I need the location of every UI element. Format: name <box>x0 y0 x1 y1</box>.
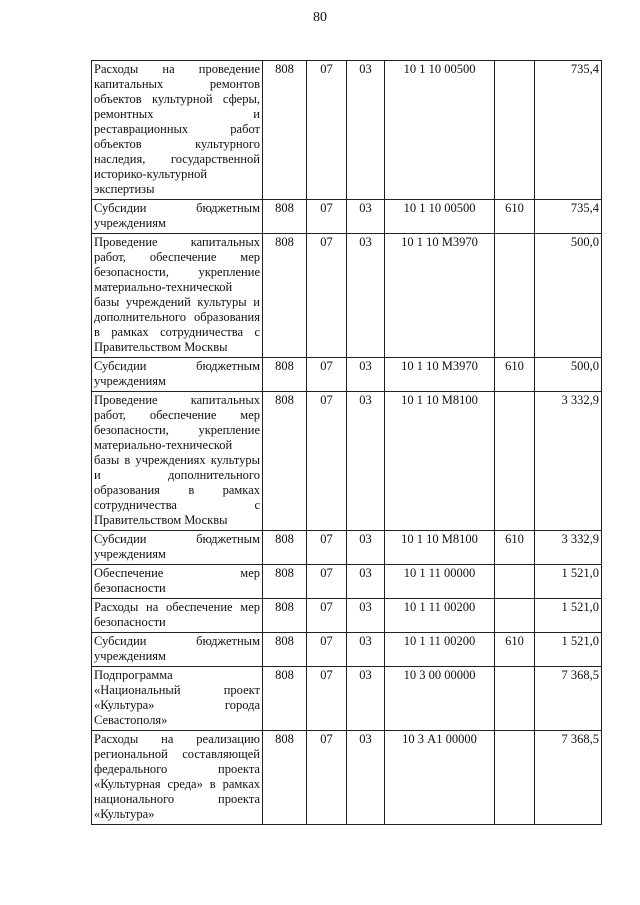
table-row <box>92 61 602 200</box>
row-amount: 735,4 <box>535 200 602 234</box>
row-amount: 3 332,9 <box>535 392 602 531</box>
row-subsection: 03 <box>347 392 385 531</box>
table-row <box>92 234 602 358</box>
row-grbs: 808 <box>263 200 307 234</box>
row-expense-type <box>495 599 535 633</box>
table-row <box>92 200 602 234</box>
row-grbs: 808 <box>263 667 307 731</box>
table-row <box>92 358 602 392</box>
row-name: Расходы на реализацию региональной составляющей федерального проекта «Культурная среда» в рамках национального проекта «Культура» <box>92 731 263 825</box>
row-grbs: 808 <box>263 61 307 200</box>
row-name: Обеспечение мер безопасности <box>92 565 263 599</box>
row-section: 07 <box>307 61 347 200</box>
row-amount: 7 368,5 <box>535 667 602 731</box>
row-grbs: 808 <box>263 392 307 531</box>
table-row <box>92 667 602 731</box>
row-expense-type <box>495 667 535 731</box>
row-subsection: 03 <box>347 531 385 565</box>
row-target-article: 10 1 10 00500 <box>385 61 495 200</box>
table-row <box>92 565 602 599</box>
row-target-article: 10 1 10 М8100 <box>385 531 495 565</box>
row-name: Проведение капитальных работ, обеспечение мер безопасности, укрепление материально-технической базы учреждений культуры и дополнительного образования в рамках сотрудничества с Правительством Москвы <box>92 234 263 358</box>
row-target-article: 10 1 11 00000 <box>385 565 495 599</box>
row-name: Проведение капитальных работ, обеспечение мер безопасности, укрепление материально-технической базы в учреждениях культуры и дополнительного образования в рамках сотрудничества с Правительством Москвы <box>92 392 263 531</box>
row-grbs: 808 <box>263 633 307 667</box>
row-name: Субсидии бюджетным учреждениям <box>92 358 263 392</box>
row-amount: 1 521,0 <box>535 599 602 633</box>
budget-table <box>91 60 602 825</box>
row-section: 07 <box>307 200 347 234</box>
row-section: 07 <box>307 599 347 633</box>
row-target-article: 10 1 10 М3970 <box>385 234 495 358</box>
table-row <box>92 392 602 531</box>
row-subsection: 03 <box>347 731 385 825</box>
row-subsection: 03 <box>347 234 385 358</box>
row-section: 07 <box>307 531 347 565</box>
row-expense-type: 610 <box>495 633 535 667</box>
row-target-article: 10 1 10 М8100 <box>385 392 495 531</box>
row-expense-type: 610 <box>495 531 535 565</box>
row-expense-type <box>495 61 535 200</box>
row-grbs: 808 <box>263 731 307 825</box>
row-section: 07 <box>307 731 347 825</box>
row-section: 07 <box>307 667 347 731</box>
row-subsection: 03 <box>347 565 385 599</box>
row-amount: 3 332,9 <box>535 531 602 565</box>
row-subsection: 03 <box>347 667 385 731</box>
page-number: 80 <box>313 10 327 25</box>
row-amount: 735,4 <box>535 61 602 200</box>
row-target-article: 10 1 10 00500 <box>385 200 495 234</box>
row-section: 07 <box>307 234 347 358</box>
row-expense-type <box>495 565 535 599</box>
row-amount: 1 521,0 <box>535 565 602 599</box>
row-section: 07 <box>307 633 347 667</box>
row-name: Субсидии бюджетным учреждениям <box>92 531 263 565</box>
row-amount: 1 521,0 <box>535 633 602 667</box>
row-expense-type <box>495 234 535 358</box>
table-row <box>92 599 602 633</box>
row-grbs: 808 <box>263 358 307 392</box>
row-grbs: 808 <box>263 565 307 599</box>
row-target-article: 10 3 00 00000 <box>385 667 495 731</box>
row-subsection: 03 <box>347 633 385 667</box>
row-section: 07 <box>307 392 347 531</box>
row-grbs: 808 <box>263 531 307 565</box>
row-subsection: 03 <box>347 358 385 392</box>
table-row <box>92 531 602 565</box>
row-amount: 7 368,5 <box>535 731 602 825</box>
row-section: 07 <box>307 565 347 599</box>
row-name: Субсидии бюджетным учреждениям <box>92 200 263 234</box>
row-subsection: 03 <box>347 599 385 633</box>
row-subsection: 03 <box>347 61 385 200</box>
row-expense-type: 610 <box>495 358 535 392</box>
row-name: Подпрограмма «Национальный проект «Культура» города Севастополя» <box>92 667 263 731</box>
row-name: Расходы на проведение капитальных ремонтов объектов культурной сферы, ремонтных и реставрационных работ объектов культурного наследия, государственной историко-культурной экспертизы <box>92 61 263 200</box>
row-name: Субсидии бюджетным учреждениям <box>92 633 263 667</box>
row-grbs: 808 <box>263 234 307 358</box>
table-row <box>92 731 602 825</box>
row-target-article: 10 1 11 00200 <box>385 633 495 667</box>
table-row <box>92 633 602 667</box>
budget-table-body <box>92 61 602 825</box>
row-section: 07 <box>307 358 347 392</box>
row-expense-type: 610 <box>495 200 535 234</box>
row-amount: 500,0 <box>535 234 602 358</box>
row-grbs: 808 <box>263 599 307 633</box>
row-target-article: 10 1 11 00200 <box>385 599 495 633</box>
row-subsection: 03 <box>347 200 385 234</box>
row-expense-type <box>495 392 535 531</box>
row-target-article: 10 3 А1 00000 <box>385 731 495 825</box>
row-expense-type <box>495 731 535 825</box>
row-target-article: 10 1 10 М3970 <box>385 358 495 392</box>
row-amount: 500,0 <box>535 358 602 392</box>
row-name: Расходы на обеспечение мер безопасности <box>92 599 263 633</box>
